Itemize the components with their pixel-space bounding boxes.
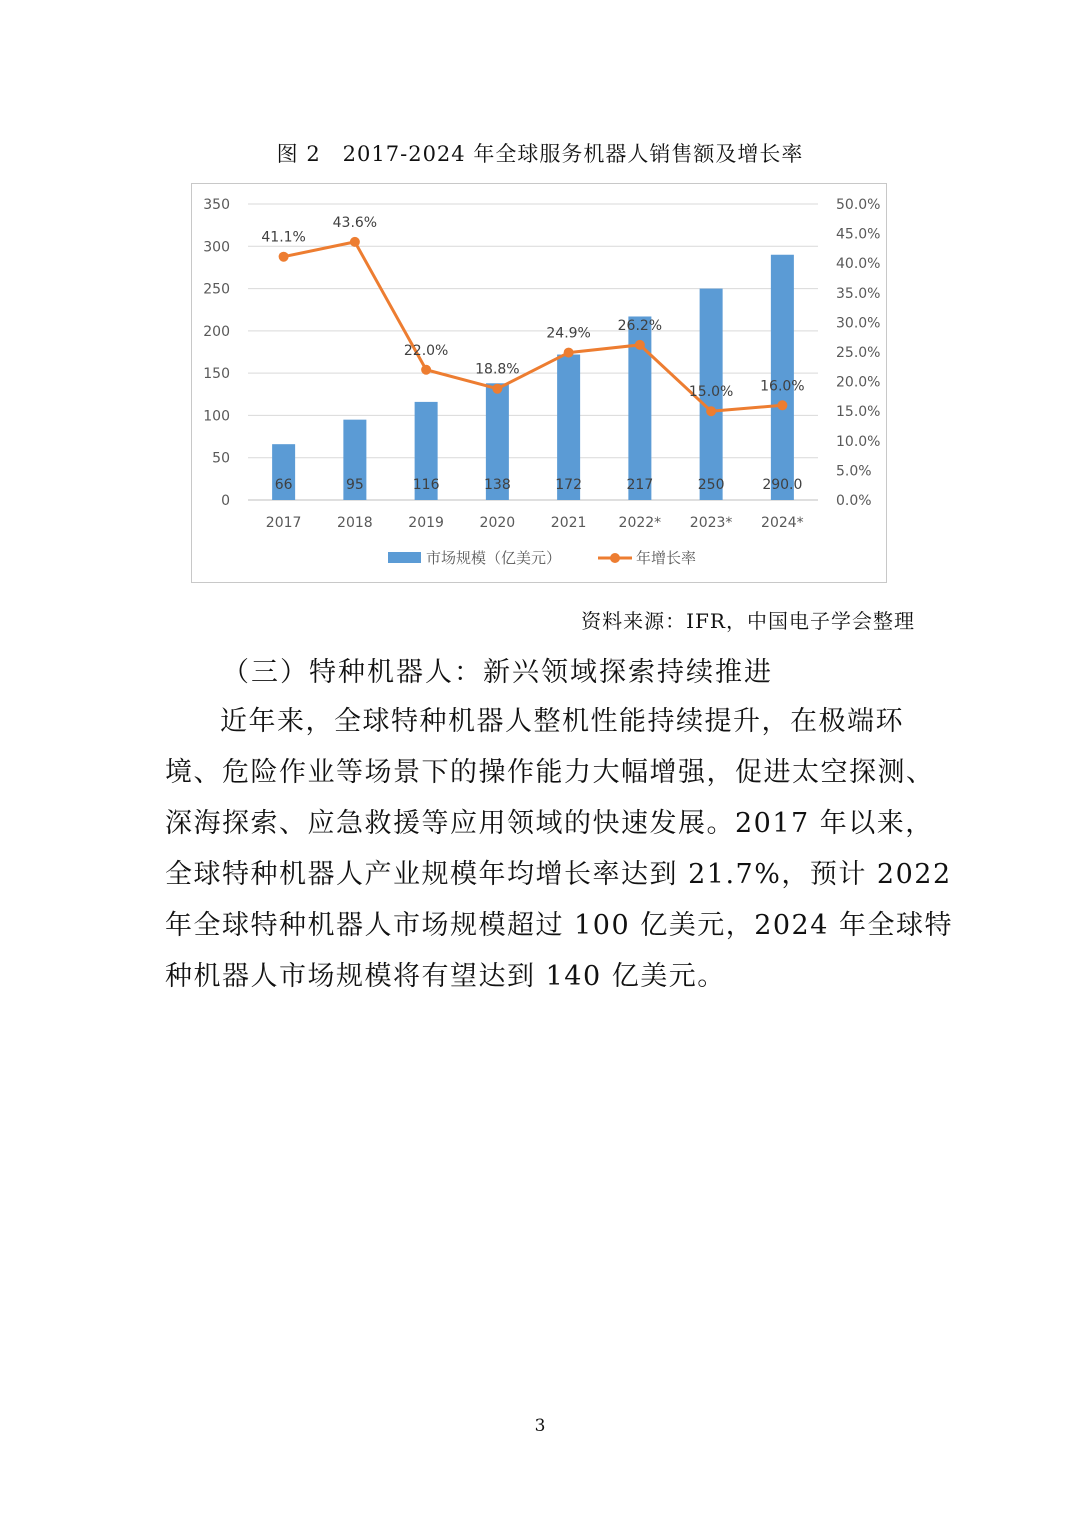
x-tick-label: 2019 xyxy=(408,515,444,531)
bar-data-label: 138 xyxy=(484,477,511,493)
line-data-label: 41.1% xyxy=(261,229,306,246)
y-left-tick-label: 350 xyxy=(203,197,230,213)
bar-data-label: 250 xyxy=(697,477,725,493)
figure-caption: 图 2 2017-2024 年全球服务机器人销售额及增长率 xyxy=(276,142,804,166)
bar-data-label: 217 xyxy=(626,477,654,493)
line-data-label: 18.8% xyxy=(475,361,520,378)
y-left-tick-label: 100 xyxy=(203,408,230,425)
growth-rate-marker xyxy=(564,348,574,358)
y-right-tick-label: 5.0% xyxy=(836,463,872,480)
body-paragraph xyxy=(165,700,953,1006)
growth-rate-marker xyxy=(492,384,502,394)
x-tick-label: 2024* xyxy=(761,515,804,531)
paragraph-line: 全球特种机器人产业规模年均增长率达到 21.7%，预计 2022 xyxy=(165,859,952,890)
paragraph-line: 境、危险作业等场景下的操作能力大幅增强，促进太空探测、 xyxy=(165,757,935,788)
x-tick-label: 2017 xyxy=(265,515,302,531)
y-right-tick-label: 25.0% xyxy=(836,345,881,361)
chart-container xyxy=(191,183,887,583)
x-tick-label: 2020 xyxy=(479,515,516,531)
bar-data-label: 116 xyxy=(412,477,440,493)
legend-line-label: 年增长率 xyxy=(636,549,697,567)
x-tick-label: 2018 xyxy=(337,515,373,531)
bar-data-label: 66 xyxy=(274,477,293,493)
growth-rate-marker xyxy=(635,340,645,350)
x-tick-label: 2023* xyxy=(689,515,733,531)
y-right-tick-label: 40.0% xyxy=(836,256,881,273)
y-right-tick-label: 20.0% xyxy=(836,374,881,391)
line-data-label: 43.6% xyxy=(332,214,378,231)
legend-line-marker xyxy=(610,553,620,563)
y-right-tick-label: 50.0% xyxy=(836,197,881,213)
growth-rate-marker xyxy=(777,400,787,410)
bar-data-label: 95 xyxy=(345,477,364,493)
growth-rate-marker xyxy=(350,237,360,247)
line-data-label: 16.0% xyxy=(760,378,805,395)
line-data-label: 26.2% xyxy=(617,317,663,334)
legend-bar-label: 市场规模（亿美元） xyxy=(426,549,562,567)
line-data-label: 22.0% xyxy=(403,342,449,359)
y-left-tick-label: 300 xyxy=(203,239,230,256)
section-heading: （三）特种机器人：新兴领域探索持续推进 xyxy=(222,657,773,688)
y-left-tick-label: 50 xyxy=(212,450,230,467)
paragraph-line: 年全球特种机器人市场规模超过 100 亿美元，2024 年全球特 xyxy=(165,910,953,941)
bar-data-label: 290.0 xyxy=(762,477,803,493)
growth-rate-marker xyxy=(706,406,716,416)
x-tick-label: 2022* xyxy=(618,515,662,531)
y-left-tick-label: 150 xyxy=(203,366,230,383)
x-tick-label: 2021 xyxy=(550,515,587,531)
growth-rate-marker xyxy=(279,252,289,262)
bar-data-label: 172 xyxy=(555,477,582,493)
growth-rate-marker xyxy=(421,365,431,375)
paragraph-line: 种机器人市场规模将有望达到 140 亿美元。 xyxy=(165,961,726,992)
paragraph-line: 深海探索、应急救援等应用领域的快速发展。2017 年以来， xyxy=(165,808,934,839)
y-right-tick-label: 30.0% xyxy=(836,315,881,332)
y-left-tick-label: 250 xyxy=(203,281,230,298)
y-right-tick-label: 45.0% xyxy=(836,226,881,243)
y-right-tick-label: 35.0% xyxy=(836,285,881,302)
paragraph-line: 近年来，全球特种机器人整机性能持续提升，在极端环 xyxy=(220,706,904,737)
line-data-label: 15.0% xyxy=(688,384,734,401)
line-data-label: 24.9% xyxy=(546,325,591,342)
y-left-tick-label: 0 xyxy=(221,493,230,509)
legend-bar-swatch xyxy=(388,552,421,563)
y-right-tick-label: 10.0% xyxy=(836,433,881,450)
combo-chart xyxy=(192,184,888,584)
y-right-tick-label: 0.0% xyxy=(836,493,872,509)
y-right-tick-label: 15.0% xyxy=(836,404,881,421)
figure-source: 资料来源：IFR，中国电子学会整理 xyxy=(581,609,915,633)
y-left-tick-label: 200 xyxy=(203,323,230,340)
page-number: 3 xyxy=(534,1416,546,1436)
